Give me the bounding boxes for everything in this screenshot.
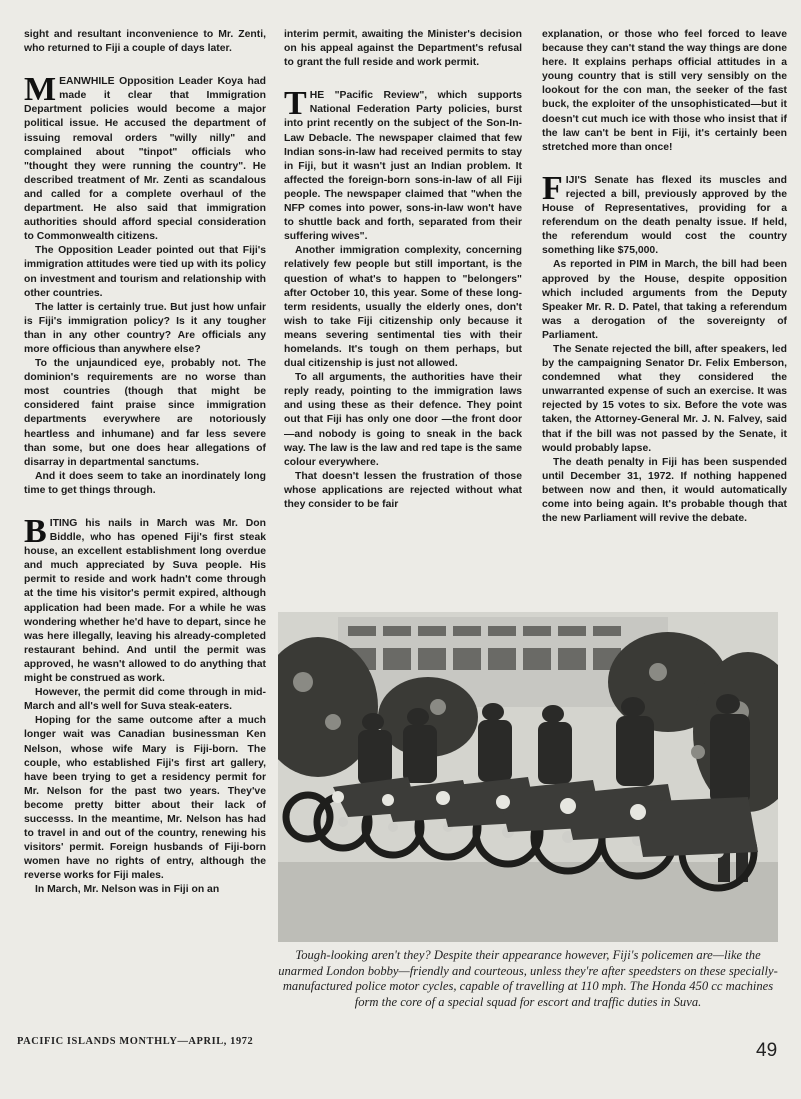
paragraph: And it does seem to take an inordinately long time to get things through. [24,470,266,496]
paragraph: THE "Pacific Review", which supports National Federation Party policies, burst into print recently on the subject of the Son-In-Law Debacle. The newspaper claimed that few Indian sons-in-law had received permits to stay in Fiji, but it wasn't just an Indian problem. It affected the foreign-born sons-in-law of all Fiji people. The newspaper claimed that "when the NFP comes into power, sons-in-law won't have to shuttle back and forth, separated from their suffering wives". [284,85,522,243]
paragraph: That doesn't lessen the frustration of those whose applications are rejected without what they consider to be fair [284,470,522,510]
publication-footer: PACIFIC ISLANDS MONTHLY—APRIL, 1972 [17,1036,254,1047]
drop-cap: F [542,169,563,207]
paragraph: However, the permit did come through in mid-March and all's well for Suva steak-eaters. [24,687,266,713]
paragraph: interim permit, awaiting the Minister's decision on his appeal against the Department's refusal to grant the full reside and work permit. [284,29,522,69]
article-column-2 [284,28,522,512]
paragraph: The Senate rejected the bill, after speakers, led by the campaigning Senator Dr. Felix Emberson, condemned what they considered the unwarranted expense of such an exercise. It was rejected by 15 votes to six. Before the vote was taken, the Attorney-General Mr. J. N. Falvey, said that if the bill was not passed by the Senate, it would probably lapse. [542,343,787,454]
paragraph: FIJI'S Senate has flexed its muscles and rejected a bill, previously approved by the House of Representatives, providing for a referendum on the death penalty issue. If held, the referendum would cost the country something like $75,000. [542,169,787,257]
paragraph: The latter is certainly true. But just how unfair is Fiji's immigration policy? Is it any tougher than in any other country? Are officials any more officious than anywhere else? [24,301,266,355]
article-column-1 [24,28,266,898]
paragraph: Hoping for the same outcome after a much longer wait was Canadian businessman Ken Nelson, whose wife Mary is Fiji-born. The couple, who established Fiji's first art gallery, have been trying to get a residency permit for Mr. Nelson for the past two years. They've become pretty bitter about their lack of successs. In the meantime, Mr. Nelson has had to travel in and out of the country, renewing his visitors' permit. Foreign husbands of Fiji-born women have no rights of entry, although the reverse works for Fiji males. [24,715,266,882]
paragraph: The death penalty in Fiji has been suspended until December 31, 1972. If nothing happened between now and then, it would automatically come into being again. It's probable though that the new Parliament will revive the debate. [542,456,787,525]
photo-caption: Tough-looking aren't they? Despite their appearance however, Fiji's policemen are—like the unarmed London bobby—friendly and courteous, unless they're after speedsters on these specially-manufactured police motor cycles, capable of travelling at 110 mph. The Honda 450 cc machines form the core of a special squad for escort and traffic duties in Suva. [278,948,778,1009]
paragraph: As reported in PIM in March, the bill had been approved by the House, despite opposition which included arguments from the Deputy Speaker Mr. R. D. Patel, that taking a referendum was a derogation of the sovereignty of Parliament. [542,259,787,341]
page-number: 49 [756,1040,778,1061]
paragraph: To the unjaundiced eye, probably not. The dominion's requirements are no worse than most countries (though that might be considered faint praise since immigration departments everywhere are notoriously heartless and inhumane) and far less severe than some, but one does hear allegations of disarray in departmental sanctums. [24,358,266,468]
drop-cap: M [24,71,57,109]
paragraph: To all arguments, the authorities have their reply ready, pointing to the immigration laws and using these as their defence. They point out that Fiji has only one door —the front door—and nobody is going to sneak in the back way. The law is the law and red tape is the same colour everywhere. [284,372,522,468]
article-column-3 [542,28,787,526]
drop-cap: B [24,513,47,550]
drop-cap: T [284,85,307,123]
police-motorcycles-photo [278,612,778,942]
paragraph: sight and resultant inconvenience to Mr. Zenti, who returned to Fiji a couple of days later. [24,29,266,55]
paragraph: explanation, or those who feel forced to leave because they can't stand the way things are done here. It explains perhaps official attitudes in a young country that is still very sensibly on the lookout for the con man, the seeker of the fast buck, the exploiter of the unsophisticated—but it doesn't cut much ice with those who insist that if the law can't be bent in Fiji, it's certainly been stretched more than once! [542,29,787,153]
paragraph: BITING his nails in March was Mr. Don Biddle, who has opened Fiji's first steak house, an excellent establishment long overdue and much appreciated by Suva people. His permit to reside and work hadn't come through at the time his visitor's permit expired, although application had been made. For a while he was wondering whether he'd have to depart, since he was here illegally, leaving his already-completed restaurant behind. And until the permit was approved, he wasn't allowed to do anything that might be construed as work. [24,513,266,685]
paragraph: Another immigration complexity, concerning relatively few people but still important, is the question of what's to happen to "belongers" after October 10, this year. Some of these long-term residents, usually the elderly ones, don't wish to take Fiji citizenship only because it means severing sentimental ties with their homelands. It's tough on them perhaps, but dual citizenship is just not allowed. [284,245,522,370]
paragraph: The Opposition Leader pointed out that Fiji's immigration attitudes were tied up with its policy on investment and tourism and relationship with other countries. [24,245,266,299]
paragraph: MEANWHILE Opposition Leader Koya had made it clear that Immigration Department policies would become a major political issue. He accused the department of issuing removal orders "willy nilly" and complained about "tinpot" officials who "thought they were running the country". He described treatment of Mr. Zenti as scandalous and called for a complete overhaul of the department. He also said that immigration authorities should afford special consideration to Commonwealth citizens. [24,71,266,243]
paragraph: In March, Mr. Nelson was in Fiji on an [35,884,220,896]
